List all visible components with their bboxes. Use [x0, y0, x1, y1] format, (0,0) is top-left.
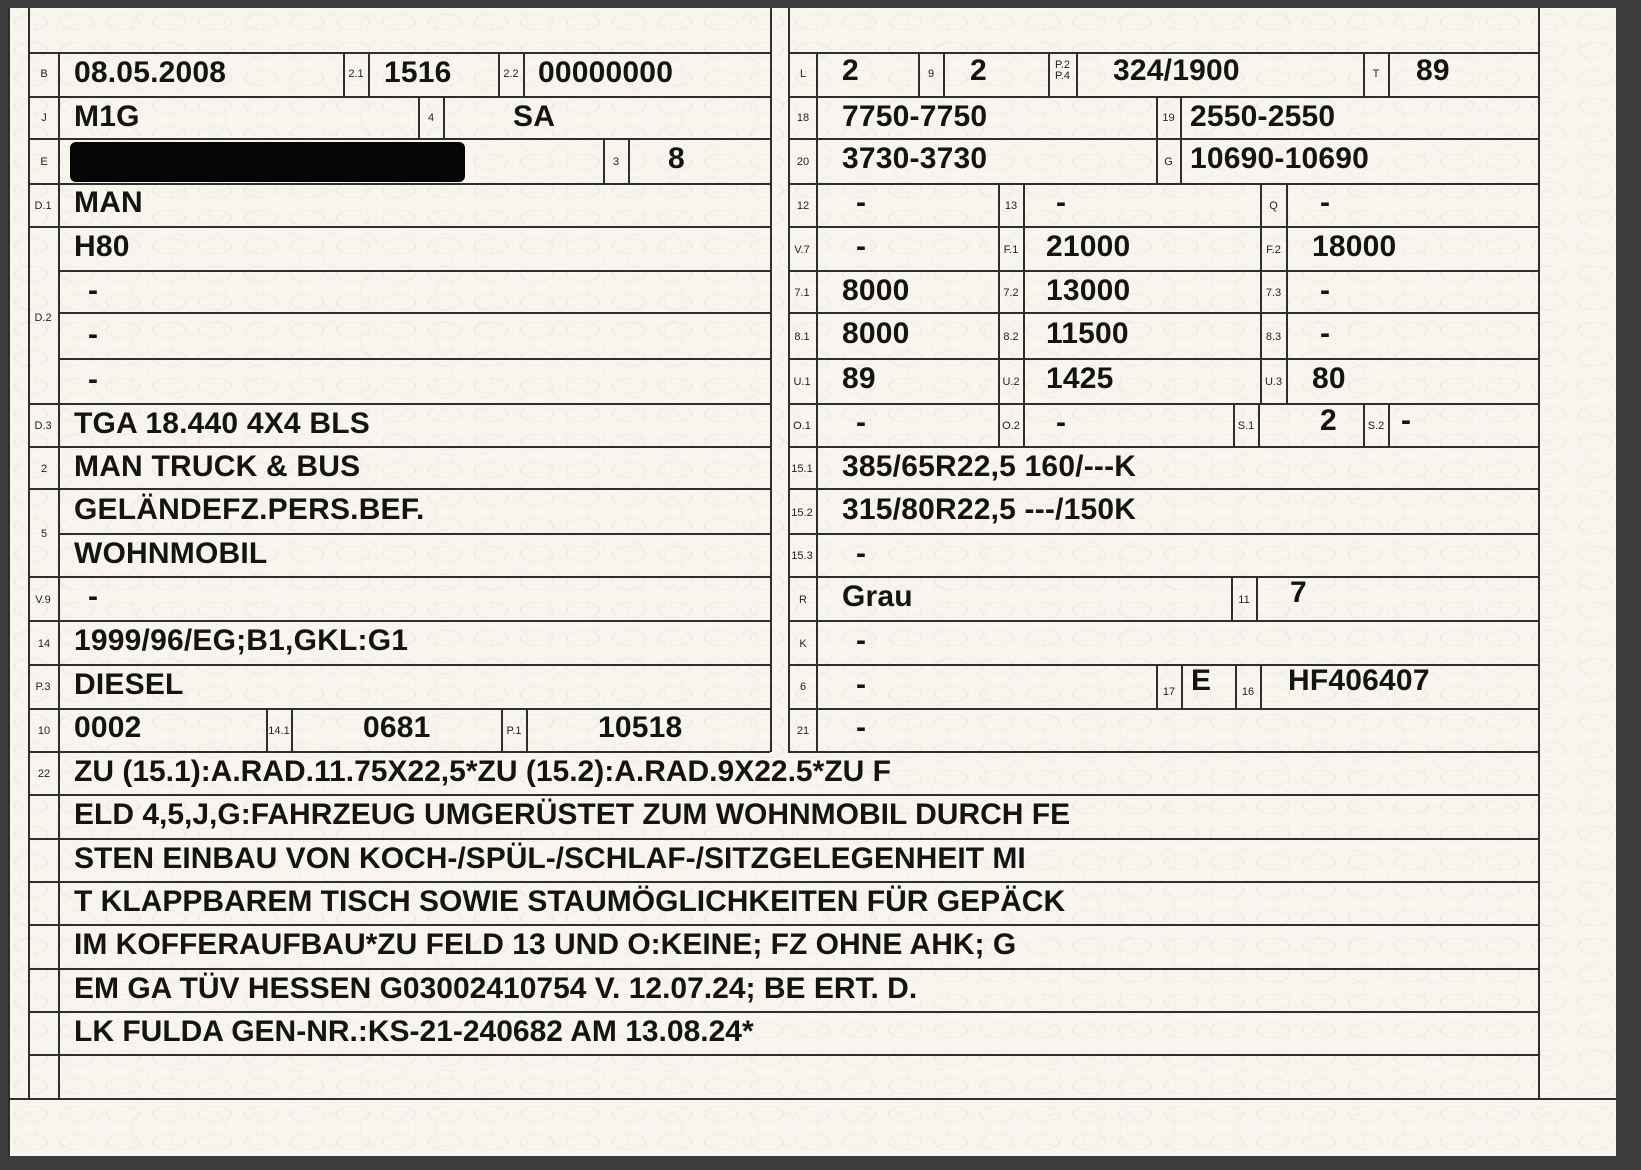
tyre-size-axle-1: 385/65R22,5 160/---K: [842, 450, 1137, 483]
make: MAN: [74, 186, 143, 219]
first-registration-date: 08.05.2008: [74, 56, 227, 89]
seats: 2: [1320, 404, 1337, 437]
vehicle-colour: Grau: [842, 580, 913, 613]
field-code-7-1: 7.1: [794, 287, 810, 299]
vehicle-designation-line-2: WOHNMOBIL: [74, 537, 268, 570]
length: 7750-7750: [842, 100, 988, 133]
co2-value: -: [856, 230, 867, 263]
vin-check-digit: 8: [668, 142, 685, 175]
type-line-4: -: [88, 363, 99, 396]
field-code-2-1: 2.1: [348, 68, 364, 80]
axle-count: 2: [842, 54, 859, 87]
field-code-U1: U.1: [793, 376, 811, 388]
field-code-L: L: [799, 68, 807, 80]
field-code-F2: F.2: [1266, 244, 1281, 256]
commercial-name: TGA 18.440 4X4 BLS: [74, 407, 370, 440]
emission-code: 0681: [363, 711, 431, 744]
field-code-2-2: 2.2: [503, 68, 519, 80]
field-code-18: 18: [796, 112, 810, 124]
stationary-noise: 89: [842, 362, 876, 395]
field-code-S1: S.1: [1237, 420, 1255, 432]
field-code-S2: S.2: [1367, 420, 1385, 432]
field-code-O2: O.2: [1002, 420, 1020, 432]
driven-axles: 2: [970, 54, 987, 87]
field-code-10: 10: [37, 725, 51, 737]
field-code-D3: D.3: [34, 420, 52, 432]
support-load: -: [1056, 186, 1067, 219]
width: 2550-2550: [1190, 100, 1336, 133]
field-code-3: 3: [612, 156, 620, 168]
tyre-size-axle-2: 315/80R22,5 ---/150K: [842, 493, 1137, 526]
tank-volume: -: [856, 186, 867, 219]
field-21-value: -: [856, 711, 867, 744]
field-code-Q: Q: [1269, 200, 1278, 212]
remark-line-2: ELD 4,5,J,G:FAHRZEUG UMGERÜSTET ZUM WOHNMOBIL DURCH FE: [74, 798, 1071, 831]
trailer-load-unbraked: -: [1056, 406, 1067, 439]
permitted-axle-load-2: 11500: [1046, 317, 1129, 350]
type-approval-date: -: [856, 668, 867, 701]
field-code-20: 20: [796, 156, 810, 168]
type-line-3: -: [88, 318, 99, 351]
field-code-14-1: 14.1: [268, 725, 290, 737]
engine-displacement: 10518: [598, 711, 683, 744]
height: 3730-3730: [842, 142, 988, 175]
field-code-D2: D.2: [34, 312, 52, 324]
field-code-8-2: 8.2: [1003, 331, 1019, 343]
axle-load-2: 13000: [1046, 274, 1131, 307]
fuel-type: DIESEL: [74, 668, 184, 701]
field-code-15-2: 15.2: [791, 507, 813, 519]
field-code-J: J: [41, 112, 47, 124]
max-speed: 89: [1416, 54, 1450, 87]
field-code-16: 16: [1241, 686, 1255, 698]
emission-directive: 1999/96/EG;B1,GKL:G1: [74, 624, 409, 657]
field-code-14: 14: [37, 638, 51, 650]
field-code-U2: U.2: [1002, 376, 1020, 388]
field-code-7-2: 7.2: [1003, 287, 1019, 299]
empty-mass: 10690-10690: [1190, 142, 1370, 175]
redacted-vin: [70, 142, 465, 182]
permitted-axle-load-1: 8000: [842, 317, 910, 350]
field-code-9: 9: [927, 68, 935, 80]
field-code-5: 5: [40, 528, 48, 540]
remark-line-6: EM GA TÜV HESSEN G03002410754 V. 12.07.24; BE ERT. D.: [74, 972, 918, 1005]
tyre-size-axle-3: -: [856, 537, 867, 570]
field-code-4: 4: [427, 112, 435, 124]
field-code-P2-P4: P.2 P.4: [1054, 59, 1071, 82]
operating-permit-code: E: [1191, 664, 1212, 697]
field-code-U3: U.3: [1264, 376, 1283, 388]
power-rpm: 324/1900: [1113, 54, 1240, 87]
field-code-8-1: 8.1: [794, 331, 810, 343]
field-code-22: 22: [37, 768, 51, 780]
field-code-7-3: 7.3: [1265, 287, 1282, 299]
fuel-code: 0002: [74, 711, 142, 744]
power-weight-ratio: -: [1320, 186, 1331, 219]
type-line-1: H80: [74, 230, 130, 263]
field-code-15-3: 15.3: [791, 550, 813, 562]
permitted-axle-load-3: -: [1320, 317, 1331, 350]
body-type: SA: [513, 100, 556, 133]
remark-line-4: T KLAPPBAREM TISCH SOWIE STAUMÖGLICHKEITEN FÜR GEPÄCK: [74, 885, 1066, 918]
vehicle-designation-line-1: GELÄNDEFZ.PERS.BEF.: [74, 493, 425, 526]
standing-places: -: [1401, 404, 1412, 437]
remark-line-5: IM KOFFERAUFBAU*ZU FELD 13 UND O:KEINE; FZ OHNE AHK; G: [74, 928, 1017, 961]
field-code-8-3: 8.3: [1265, 331, 1282, 343]
field-code-12: 12: [796, 200, 810, 212]
field-code-F1: F.1: [1003, 244, 1019, 256]
emission-class: -: [88, 580, 99, 613]
trailer-load-braked: -: [856, 406, 867, 439]
technical-max-mass: 21000: [1046, 230, 1131, 263]
field-code-11: 11: [1238, 594, 1250, 606]
field-code-D1: D.1: [34, 200, 52, 212]
field-code-R: R: [799, 594, 807, 606]
field-code-V7: V.7: [794, 244, 810, 256]
field-code-P3: P.3: [35, 681, 51, 693]
field-code-B: B: [40, 68, 48, 80]
field-code-19: 19: [1162, 112, 1175, 124]
axle-load-3: -: [1320, 274, 1331, 307]
permitted-max-mass: 18000: [1312, 230, 1397, 263]
registration-certificate-page: [8, 8, 1616, 1156]
type-line-2: -: [88, 274, 99, 307]
vehicle-class: M1G: [74, 100, 140, 133]
remark-line-3: STEN EINBAU VON KOCH-/SPÜL-/SCHLAF-/SITZGELEGENHEIT MI: [74, 842, 1026, 875]
field-code-T: T: [1372, 68, 1380, 80]
field-code-O1: O.1: [793, 420, 811, 432]
manufacturer-code: 1516: [384, 56, 452, 89]
remark-line-7: LK FULDA GEN-NR.:KS-21-240682 AM 13.08.24*: [74, 1015, 754, 1048]
certificate-number: HF406407: [1288, 664, 1430, 697]
field-code-G: G: [1164, 156, 1173, 168]
type-approval-number: -: [856, 624, 867, 657]
field-code-K: K: [799, 638, 807, 650]
field-code-6: 6: [799, 681, 807, 693]
field-code-V9: V.9: [35, 594, 51, 606]
noise-rpm: 1425: [1046, 362, 1114, 395]
remark-line-1: ZU (15.1):A.RAD.11.75X22,5*ZU (15.2):A.RAD.9X22.5*ZU F: [74, 755, 891, 788]
field-code-E: E: [40, 156, 48, 168]
axle-load-1: 8000: [842, 274, 910, 307]
manufacturer-name: MAN TRUCK & BUS: [74, 450, 361, 483]
colour-code: 7: [1290, 576, 1307, 609]
field-code-P1: P.1: [506, 725, 522, 737]
field-code-21: 21: [796, 725, 810, 737]
field-code-13: 13: [1004, 200, 1018, 212]
field-code-17: 17: [1162, 686, 1176, 698]
driving-noise: 80: [1312, 362, 1346, 395]
field-code-2: 2: [40, 463, 48, 475]
type-variant-code: 00000000: [538, 56, 674, 89]
field-code-15-1: 15.1: [791, 463, 813, 475]
